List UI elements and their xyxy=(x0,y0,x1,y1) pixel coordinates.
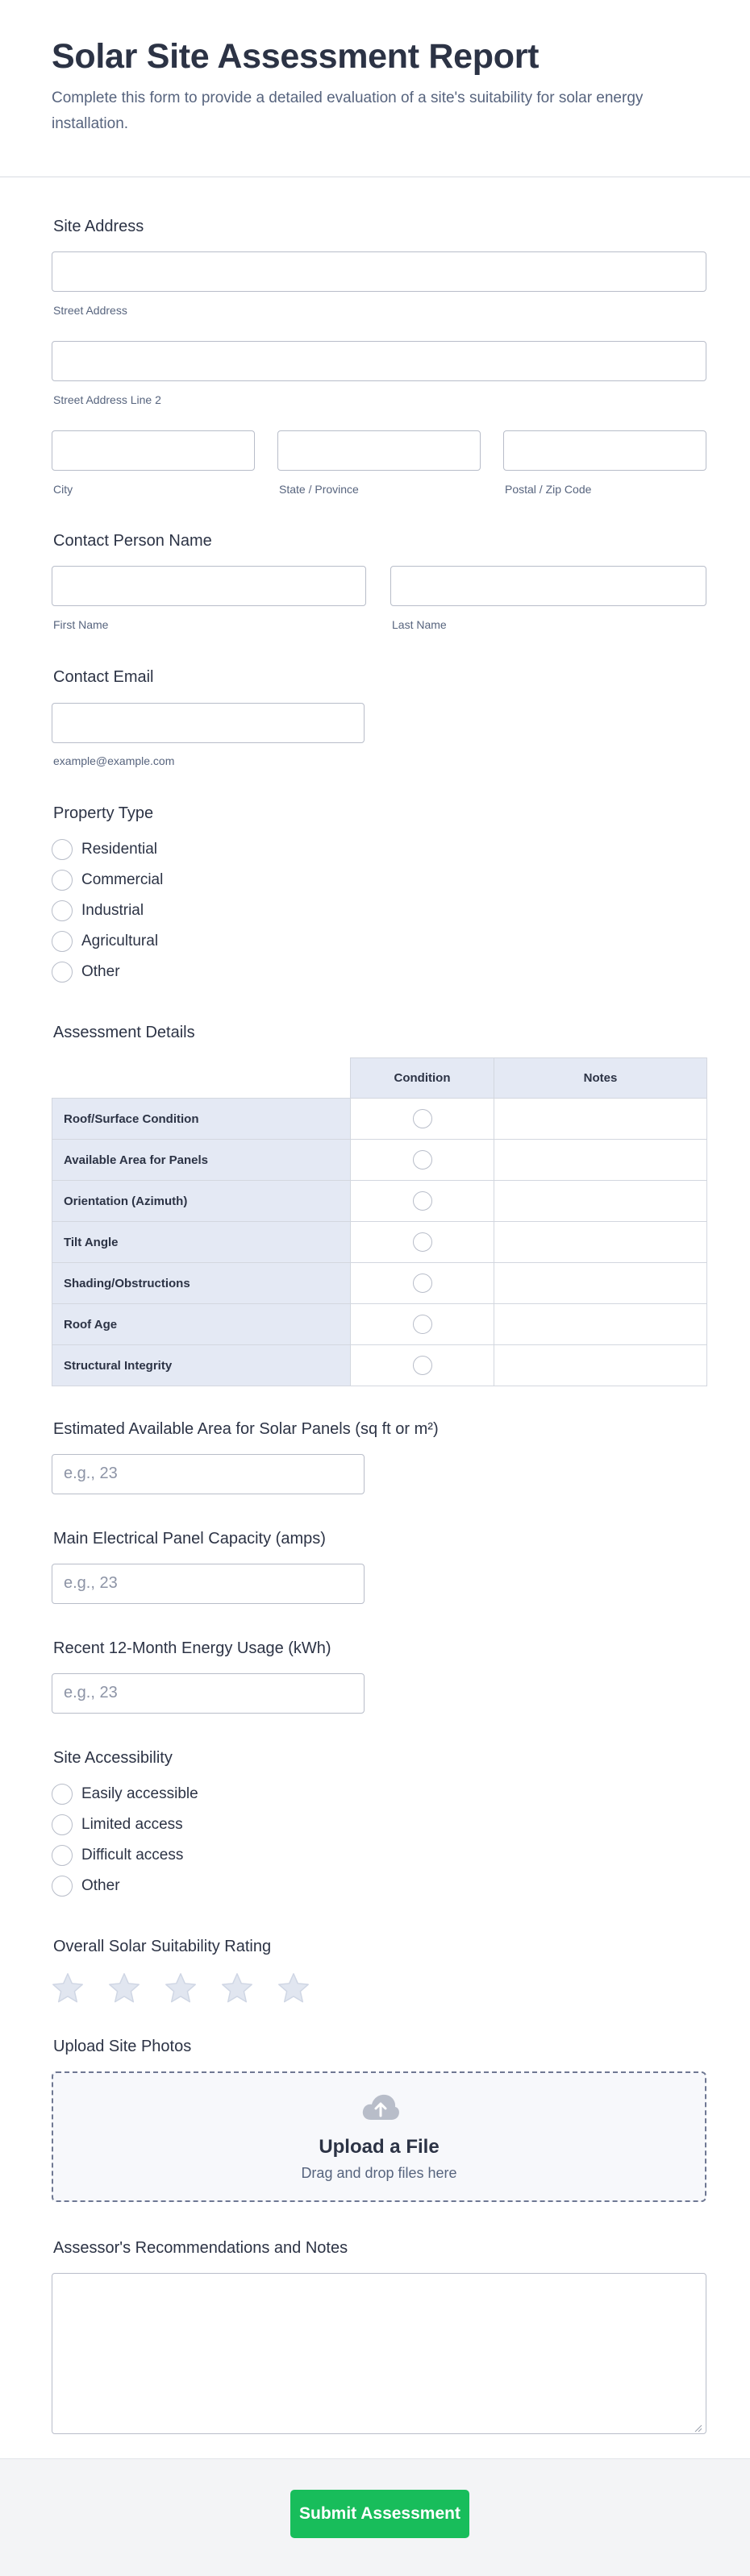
matrix-row-label: Orientation (Azimuth) xyxy=(52,1181,351,1222)
upload-label: Upload Site Photos xyxy=(53,2038,192,2055)
star-icon[interactable] xyxy=(106,1971,142,2005)
resize-handle-icon[interactable] xyxy=(694,2422,702,2430)
property-type-option[interactable] xyxy=(52,869,294,891)
site-accessibility-radio[interactable] xyxy=(52,1876,73,1897)
matrix-condition-cell xyxy=(351,1140,494,1181)
matrix-notes-cell[interactable] xyxy=(494,1304,707,1345)
matrix-row-label: Tilt Angle xyxy=(52,1222,351,1263)
cloud-upload-icon xyxy=(361,2092,400,2121)
assessment-details-label: Assessment Details xyxy=(53,1024,195,1041)
matrix-row xyxy=(52,1181,707,1222)
area-input[interactable]: e.g., 23 xyxy=(52,1454,365,1494)
matrix-condition-cell xyxy=(351,1181,494,1222)
contact-name-label: Contact Person Name xyxy=(53,532,212,550)
matrix-row xyxy=(52,1263,707,1304)
site-accessibility-radio[interactable] xyxy=(52,1845,73,1866)
property-type-radio[interactable] xyxy=(52,931,73,952)
street-address-line2-sublabel: Street Address Line 2 xyxy=(53,393,161,406)
matrix-row xyxy=(52,1140,707,1181)
matrix-condition-cell xyxy=(351,1304,494,1345)
assessment-matrix xyxy=(52,1057,707,1386)
property-type-option-label: Agricultural xyxy=(81,933,159,949)
email-sublabel: example@example.com xyxy=(53,754,175,767)
matrix-row-label: Roof/Surface Condition xyxy=(52,1099,351,1140)
condition-radio[interactable] xyxy=(413,1315,432,1334)
property-type-option-label: Residential xyxy=(81,841,157,858)
panel-capacity-input[interactable]: e.g., 23 xyxy=(52,1564,365,1604)
condition-radio[interactable] xyxy=(413,1191,432,1211)
property-type-option-label: Commercial xyxy=(81,871,164,888)
matrix-notes-cell[interactable] xyxy=(494,1181,707,1222)
site-accessibility-option-label: Difficult access xyxy=(81,1847,184,1863)
star-icon[interactable] xyxy=(50,1971,85,2005)
property-type-radio[interactable] xyxy=(52,839,73,860)
state-input[interactable] xyxy=(277,430,481,471)
property-type-radio[interactable] xyxy=(52,870,73,891)
submit-button[interactable]: Submit Assessment xyxy=(290,2490,469,2538)
property-type-option[interactable] xyxy=(52,961,294,983)
city-sublabel: City xyxy=(53,483,73,496)
site-accessibility-option[interactable] xyxy=(52,1783,294,1805)
matrix-row-label: Structural Integrity xyxy=(52,1345,351,1386)
matrix-condition-cell xyxy=(351,1099,494,1140)
matrix-notes-cell[interactable] xyxy=(494,1345,707,1386)
site-address-label: Site Address xyxy=(53,218,144,235)
matrix-condition-cell xyxy=(351,1345,494,1386)
site-accessibility-radio[interactable] xyxy=(52,1784,73,1805)
property-type-option-label: Other xyxy=(81,963,120,980)
site-accessibility-radio[interactable] xyxy=(52,1814,73,1835)
rating-label: Overall Solar Suitability Rating xyxy=(53,1938,272,1955)
matrix-row xyxy=(52,1304,707,1345)
form-title: Solar Site Assessment Report xyxy=(52,37,540,76)
matrix-column-notes: Notes xyxy=(494,1058,707,1099)
property-type-radio[interactable] xyxy=(52,962,73,983)
matrix-row-label: Available Area for Panels xyxy=(52,1140,351,1181)
street-address-line2-input[interactable] xyxy=(52,341,706,381)
city-input[interactable] xyxy=(52,430,255,471)
condition-radio[interactable] xyxy=(413,1356,432,1375)
panel-capacity-label: Main Electrical Panel Capacity (amps) xyxy=(53,1530,326,1548)
site-accessibility-option-label: Easily accessible xyxy=(81,1785,198,1802)
zip-input[interactable] xyxy=(503,430,706,471)
notes-label: Assessor's Recommendations and Notes xyxy=(53,2239,348,2257)
matrix-row xyxy=(52,1345,707,1386)
contact-email-label: Contact Email xyxy=(53,668,154,686)
state-sublabel: State / Province xyxy=(279,483,359,496)
matrix-column-condition: Condition xyxy=(351,1058,494,1099)
matrix-notes-cell[interactable] xyxy=(494,1263,707,1304)
form-description: Complete this form to provide a detailed evaluation of a site's suitability for solar energy installation. xyxy=(52,89,644,132)
energy-usage-label: Recent 12-Month Energy Usage (kWh) xyxy=(53,1639,331,1657)
upload-subtitle: Drag and drop files here xyxy=(301,2165,457,2181)
energy-usage-input[interactable]: e.g., 23 xyxy=(52,1673,365,1714)
street-address-sublabel: Street Address xyxy=(53,304,127,317)
site-accessibility-option-label: Limited access xyxy=(81,1816,183,1833)
matrix-notes-cell[interactable] xyxy=(494,1222,707,1263)
condition-radio[interactable] xyxy=(413,1150,432,1170)
matrix-notes-cell[interactable] xyxy=(494,1099,707,1140)
property-type-label: Property Type xyxy=(53,804,154,822)
condition-radio[interactable] xyxy=(413,1232,432,1252)
street-address-input[interactable] xyxy=(52,251,706,292)
upload-title: Upload a File xyxy=(319,2136,440,2158)
star-icon[interactable] xyxy=(276,1971,311,2005)
property-type-option-label: Industrial xyxy=(81,902,144,919)
last-name-input[interactable] xyxy=(390,566,706,606)
area-label: Estimated Available Area for Solar Panels (sq ft or m²) xyxy=(53,1420,439,1438)
condition-radio[interactable] xyxy=(413,1109,432,1128)
site-accessibility-option-label: Other xyxy=(81,1877,120,1894)
matrix-condition-cell xyxy=(351,1263,494,1304)
property-type-radio[interactable] xyxy=(52,900,73,921)
notes-textarea[interactable] xyxy=(52,2273,706,2434)
first-name-sublabel: First Name xyxy=(53,618,109,631)
zip-sublabel: Postal / Zip Code xyxy=(505,483,592,496)
file-upload-dropzone[interactable] xyxy=(52,2071,706,2202)
matrix-row xyxy=(52,1099,707,1140)
matrix-corner xyxy=(52,1058,351,1099)
matrix-row xyxy=(52,1222,707,1263)
site-accessibility-option[interactable] xyxy=(52,1814,294,1836)
matrix-condition-cell xyxy=(351,1222,494,1263)
assessment-table xyxy=(52,1057,707,1386)
site-accessibility-option[interactable] xyxy=(52,1875,294,1897)
star-icon[interactable] xyxy=(163,1971,198,2005)
site-accessibility-option[interactable] xyxy=(52,1844,294,1867)
property-type-option[interactable] xyxy=(52,930,294,953)
site-accessibility-label: Site Accessibility xyxy=(53,1749,173,1767)
email-input[interactable] xyxy=(52,703,365,743)
matrix-notes-cell[interactable] xyxy=(494,1140,707,1181)
matrix-row-label: Roof Age xyxy=(52,1304,351,1345)
star-icon[interactable] xyxy=(219,1971,255,2005)
condition-radio[interactable] xyxy=(413,1273,432,1293)
last-name-sublabel: Last Name xyxy=(392,618,447,631)
property-type-option[interactable] xyxy=(52,900,294,922)
matrix-row-label: Shading/Obstructions xyxy=(52,1263,351,1304)
property-type-option[interactable] xyxy=(52,838,294,861)
first-name-input[interactable] xyxy=(52,566,366,606)
